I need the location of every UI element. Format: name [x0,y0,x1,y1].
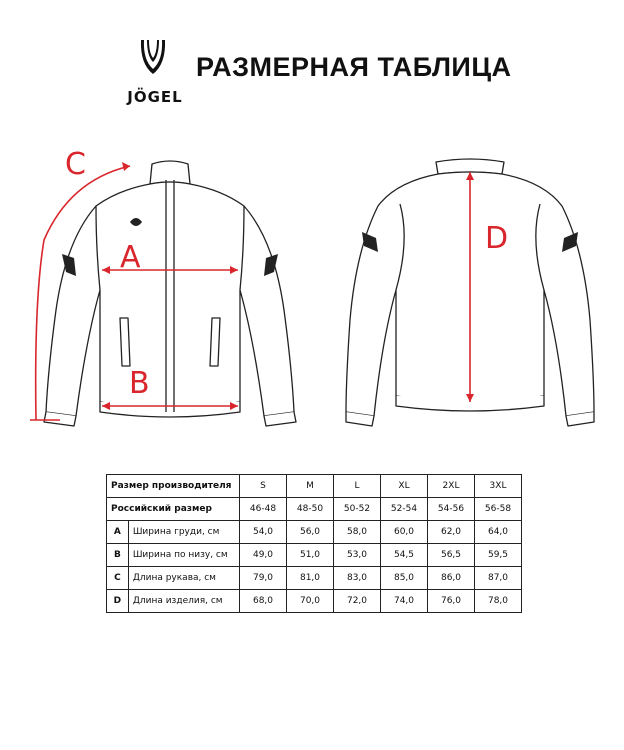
row-letter: D [107,590,129,613]
value-cell: 56,5 [428,544,475,567]
value-cell: 79,0 [240,567,287,590]
jacket-drawing [0,140,624,440]
brand-logo-text: JÖGEL [127,88,183,106]
row-name: Ширина по низу, см [128,544,239,567]
value-cell: 87,0 [475,567,522,590]
value-cell: 83,0 [334,567,381,590]
ru-size-cell: 48-50 [287,498,334,521]
page-title: РАЗМЕРНАЯ ТАБЛИЦА [196,52,512,82]
size-header-row [107,475,522,498]
size-cell: 2XL [428,475,475,498]
value-cell: 51,0 [287,544,334,567]
value-cell: 64,0 [475,521,522,544]
table-row [107,590,522,613]
measure-label-b: B [129,366,150,401]
value-cell: 85,0 [381,567,428,590]
row-name: Длина изделия, см [128,590,239,613]
header [0,0,624,110]
size-cell: 3XL [475,475,522,498]
value-cell: 62,0 [428,521,475,544]
measure-label-a: A [120,240,141,275]
value-cell: 70,0 [287,590,334,613]
row-letter: C [107,567,129,590]
ru-size-cell: 46-48 [240,498,287,521]
value-cell: 56,0 [287,521,334,544]
value-cell: 76,0 [428,590,475,613]
value-cell: 58,0 [334,521,381,544]
brand-logo [118,38,188,108]
value-cell: 59,5 [475,544,522,567]
measure-label-d: D [485,221,509,256]
ru-size-cell: 50-52 [334,498,381,521]
size-cell: XL [381,475,428,498]
ru-size-cell: 56-58 [475,498,522,521]
row-name: Ширина груди, см [128,521,239,544]
value-cell: 81,0 [287,567,334,590]
row-name: Длина рукава, см [128,567,239,590]
value-cell: 53,0 [334,544,381,567]
value-cell: 78,0 [475,590,522,613]
value-cell: 86,0 [428,567,475,590]
ru-size-cell: 54-56 [428,498,475,521]
row-letter: A [107,521,129,544]
value-cell: 68,0 [240,590,287,613]
row-letter: B [107,544,129,567]
value-cell: 49,0 [240,544,287,567]
value-cell: 74,0 [381,590,428,613]
ru-label: Российский размер [107,498,240,521]
size-cell: S [240,475,287,498]
jacket-illustration [0,140,624,440]
size-cell: L [334,475,381,498]
table-row [107,544,522,567]
measure-label-c: C [65,147,86,182]
brand-logo-icon [138,38,168,80]
value-cell: 54,0 [240,521,287,544]
value-cell: 54,5 [381,544,428,567]
value-cell: 60,0 [381,521,428,544]
size-table [106,474,522,613]
header-label: Размер производителя [107,475,240,498]
ru-size-cell: 52-54 [381,498,428,521]
table-row [107,521,522,544]
value-cell: 72,0 [334,590,381,613]
ru-size-row [107,498,522,521]
front-jacket-outline [44,161,296,426]
size-cell: M [287,475,334,498]
table-row [107,567,522,590]
